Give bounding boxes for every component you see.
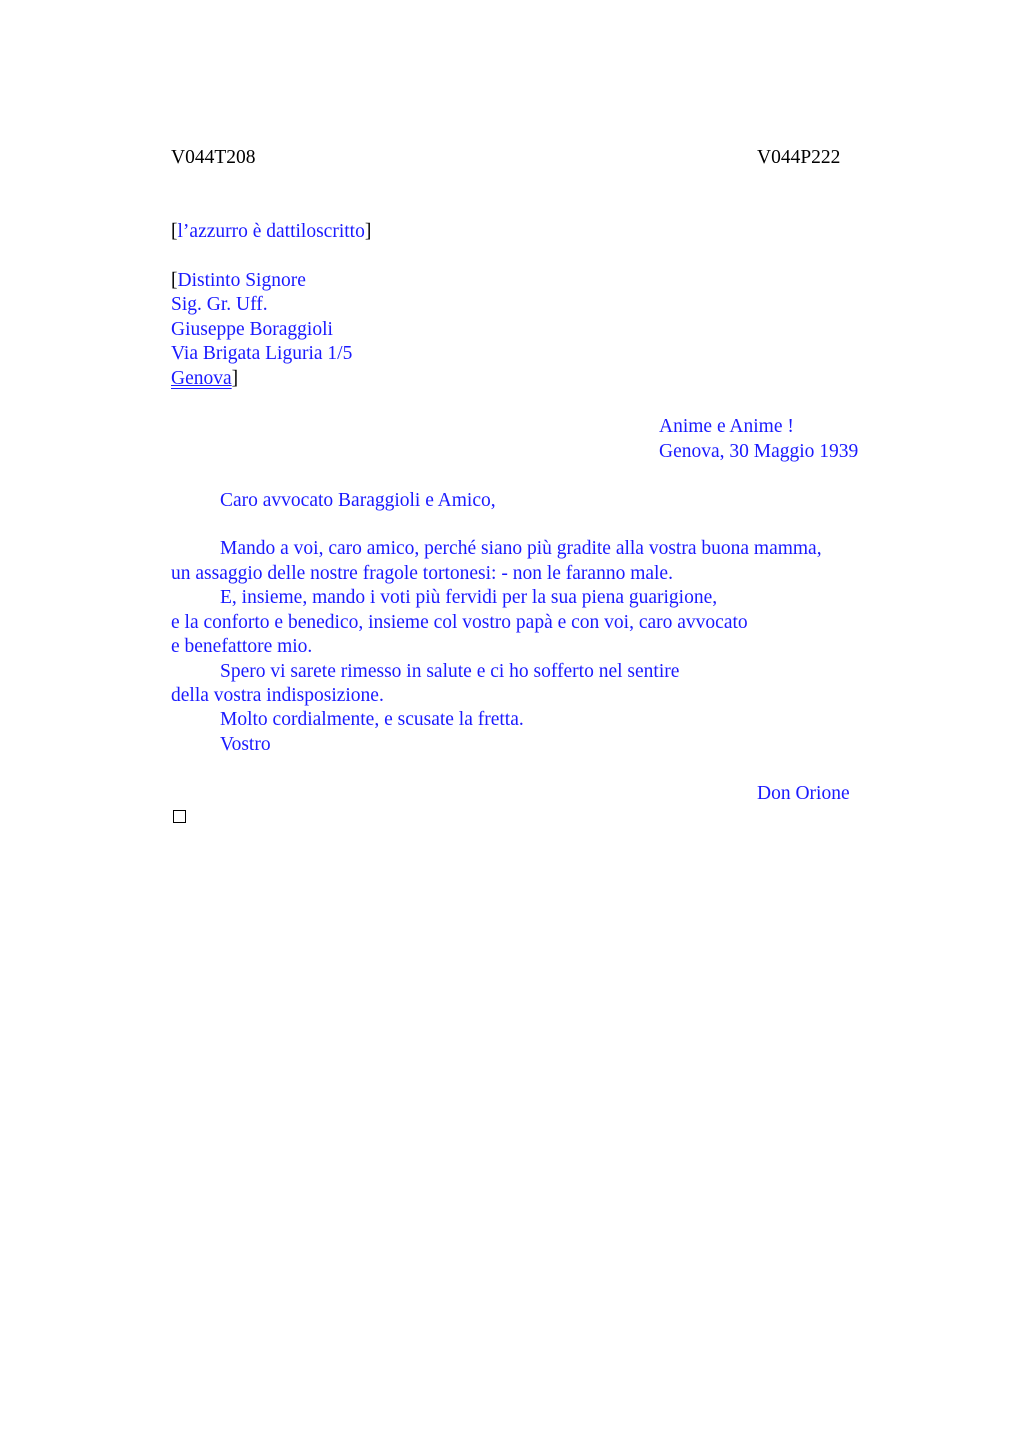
body-line-6: Spero vi sarete rimesso in salute e ci ho sofferto nel sentire [220,661,680,682]
body-line-1: Mando a voi, caro amico, perché siano più gradite alla vostra buona mamma, [220,538,822,559]
motto: Anime e Anime ! [659,416,794,437]
address-line-5 [171,367,238,391]
signature: Don Orione [757,783,850,804]
empty-square-icon [173,810,186,823]
address-line-1 [171,269,306,293]
body-line-3: E, insieme, mando i voti più fervidi per la sua piena guarigione, [220,587,718,608]
salutation: Caro avvocato Baraggioli e Amico, [220,490,496,511]
note-close-bracket: ] [364,221,372,242]
body-line-2: un assaggio delle nostre fragole tortonesi: - non le faranno male. [171,563,673,584]
document-code-right: V044P222 [757,147,841,168]
address-line-2: Sig. Gr. Uff. [171,294,268,315]
address-recipient-title: Distinto Signore [177,270,306,291]
note-text: l’azzurro è dattiloscritto [177,221,365,242]
address-close-bracket: ] [231,368,239,389]
body-line-7: della vostra indisposizione. [171,685,384,706]
note-open-bracket: [ [171,221,178,242]
address-line-4: Via Brigata Liguria 1/5 [171,343,353,364]
document-code-left: V044T208 [171,147,256,168]
address-open-bracket: [ [171,270,178,291]
closing-word: Vostro [220,734,271,755]
place-date: Genova, 30 Maggio 1939 [659,441,859,462]
address-city: Genova [171,368,232,389]
body-line-4: e la conforto e benedico, insieme col vostro papà e con voi, caro avvocato [171,612,748,633]
body-line-8: Molto cordialmente, e scusate la fretta. [220,709,524,730]
body-line-5: e benefattore mio. [171,636,313,657]
editorial-note [171,220,371,244]
address-line-3: Giuseppe Boraggioli [171,319,333,340]
